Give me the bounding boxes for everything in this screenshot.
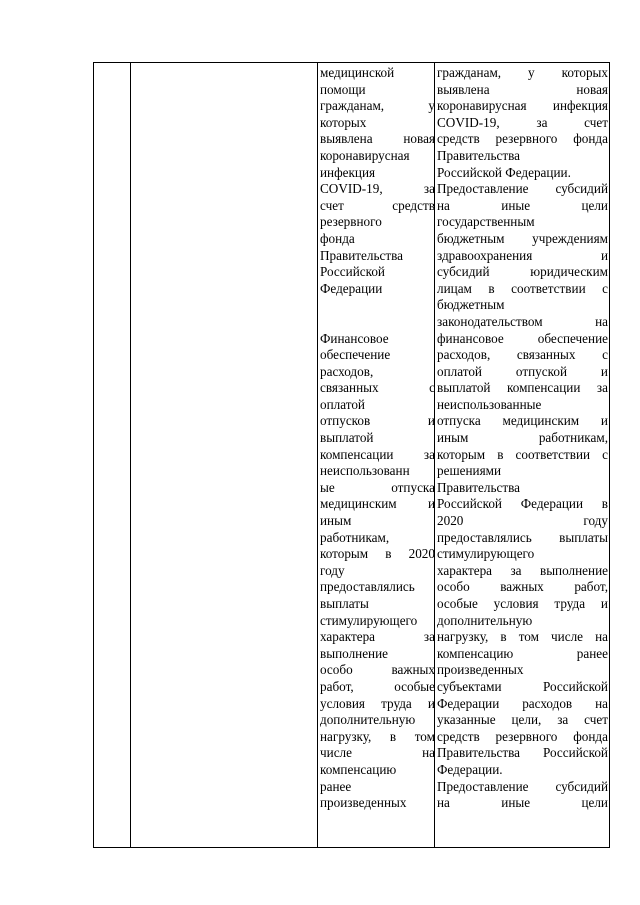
text-line: средств резервного фонда bbox=[437, 131, 608, 147]
text-line: гражданам, у которых bbox=[437, 65, 608, 80]
text-line: Предоставление субсидий bbox=[437, 778, 608, 794]
text-line: на иные цели bbox=[437, 795, 608, 811]
text-line: отпусков и bbox=[320, 413, 435, 429]
text-line: отпуска медицинским и bbox=[437, 413, 608, 429]
text-line: обеспечение bbox=[320, 347, 391, 363]
text-line: бюджетным учреждениям bbox=[437, 230, 608, 246]
text-line: субъектами Российской bbox=[437, 678, 608, 694]
text-line: оплатой bbox=[320, 396, 365, 412]
text-line: Федерации расходов на bbox=[437, 695, 608, 711]
table-border-left bbox=[93, 63, 94, 847]
text-line: COVID-19, за счет bbox=[437, 114, 608, 130]
column-divider-2 bbox=[317, 63, 318, 847]
text-line: компенсацию ранее bbox=[437, 645, 608, 661]
text-line: средств резервного фонда bbox=[437, 728, 608, 744]
text-line: особо важных bbox=[320, 662, 435, 678]
text-line: коронавирусная инфекция bbox=[437, 98, 608, 114]
text-line: резервного bbox=[320, 214, 382, 230]
text-line: произведенных bbox=[437, 662, 524, 678]
budget-table bbox=[93, 62, 610, 848]
text-line: выполнение bbox=[320, 645, 389, 661]
text-line: иным работникам, bbox=[437, 430, 608, 446]
text-line: Правительства bbox=[437, 479, 520, 495]
text-line: особые условия труда и bbox=[437, 596, 608, 611]
text-line: 2020 году bbox=[437, 513, 608, 529]
text-line: дополнительную bbox=[320, 712, 416, 728]
text-line: Правительства bbox=[437, 147, 520, 163]
text-line: неиспользованн bbox=[320, 463, 410, 479]
text-line: ранее bbox=[320, 778, 352, 794]
text-line: характера за выполнение bbox=[437, 562, 608, 578]
text-line: нагрузку, в том bbox=[320, 728, 435, 744]
text-line: которых bbox=[320, 114, 367, 130]
text-line: предоставлялись bbox=[320, 579, 415, 595]
text-line: компенсации за bbox=[320, 446, 435, 462]
text-line: выплаты bbox=[320, 596, 369, 611]
text-line: ые отпуска bbox=[320, 479, 435, 495]
column-divider-1 bbox=[130, 63, 131, 847]
text-line: нагрузку, в том числе на bbox=[437, 629, 608, 645]
text-line: решениями bbox=[437, 463, 502, 479]
text-line: расходов, связанных с bbox=[437, 347, 608, 363]
text-line: произведенных bbox=[320, 795, 407, 811]
text-line: компенсацию bbox=[320, 761, 397, 777]
text-line: выплатой bbox=[320, 430, 374, 446]
text-line: Правительства Российской bbox=[437, 745, 608, 761]
column-3-spacer bbox=[320, 297, 435, 330]
text-line: Правительства bbox=[320, 247, 403, 263]
text-line: стимулирующего bbox=[437, 546, 535, 562]
table-border-right bbox=[609, 63, 610, 847]
column-4-cell bbox=[437, 65, 608, 812]
column-3-text-block-2 bbox=[320, 331, 435, 812]
column-3-text-block-1 bbox=[320, 65, 435, 297]
text-line: работникам, bbox=[320, 529, 390, 545]
text-line: которым в 2020 bbox=[320, 546, 435, 562]
text-line: здравоохранения и bbox=[437, 247, 608, 263]
text-line: выявлена новая bbox=[437, 81, 608, 97]
text-line: году bbox=[320, 562, 345, 578]
text-line: государственным bbox=[437, 214, 535, 230]
text-line: особо важных работ, bbox=[437, 579, 608, 595]
text-line: иным bbox=[320, 513, 352, 529]
text-line: на иные цели bbox=[437, 197, 608, 213]
text-line: помощи bbox=[320, 81, 366, 97]
text-line: расходов, bbox=[320, 363, 374, 379]
text-line: медицинской bbox=[320, 65, 395, 80]
text-line: Российской Федерации в bbox=[437, 496, 608, 512]
text-line: которым в соответствии с bbox=[437, 446, 608, 462]
text-line: оплатой отпуской и bbox=[437, 363, 608, 379]
text-line: фонда bbox=[320, 230, 355, 246]
column-4-text-block bbox=[437, 65, 608, 812]
text-line: Федерации bbox=[320, 280, 383, 296]
text-line: финансовое обеспечение bbox=[437, 330, 608, 346]
text-line: Предоставление субсидий bbox=[437, 181, 608, 197]
text-line: коронавирусная bbox=[320, 147, 410, 163]
text-line: лицам в соответствии с bbox=[437, 280, 608, 296]
text-line: COVID-19, за bbox=[320, 181, 435, 197]
text-line: характера за bbox=[320, 629, 435, 645]
text-line: Федерации. bbox=[437, 761, 503, 777]
text-line: числе на bbox=[320, 745, 435, 761]
text-line: медицинским и bbox=[320, 496, 435, 512]
text-line: бюджетным bbox=[437, 297, 505, 313]
text-line: связанных с bbox=[320, 380, 435, 396]
text-line: указанные цели, за счет bbox=[437, 712, 608, 728]
text-line: работ, особые bbox=[320, 678, 435, 694]
text-line: счет средств bbox=[320, 197, 435, 213]
text-line: Финансовое bbox=[320, 330, 389, 346]
text-line: выявлена новая bbox=[320, 131, 435, 147]
text-line: инфекция bbox=[320, 164, 376, 180]
text-line: Российской Федерации. bbox=[437, 164, 571, 180]
text-line: законодательством на bbox=[437, 313, 608, 329]
text-line: условия труда и bbox=[320, 695, 435, 711]
text-line: неиспользованные bbox=[437, 396, 542, 412]
text-line: субсидий юридическим bbox=[437, 264, 608, 280]
text-line: предоставлялись выплаты bbox=[437, 529, 608, 545]
text-line: стимулирующего bbox=[320, 612, 418, 628]
text-line: выплатой компенсации за bbox=[437, 380, 608, 396]
column-3-cell bbox=[320, 65, 435, 812]
text-line: Российской bbox=[320, 264, 385, 280]
text-line: дополнительную bbox=[437, 612, 533, 628]
text-line: гражданам, у bbox=[320, 98, 435, 114]
